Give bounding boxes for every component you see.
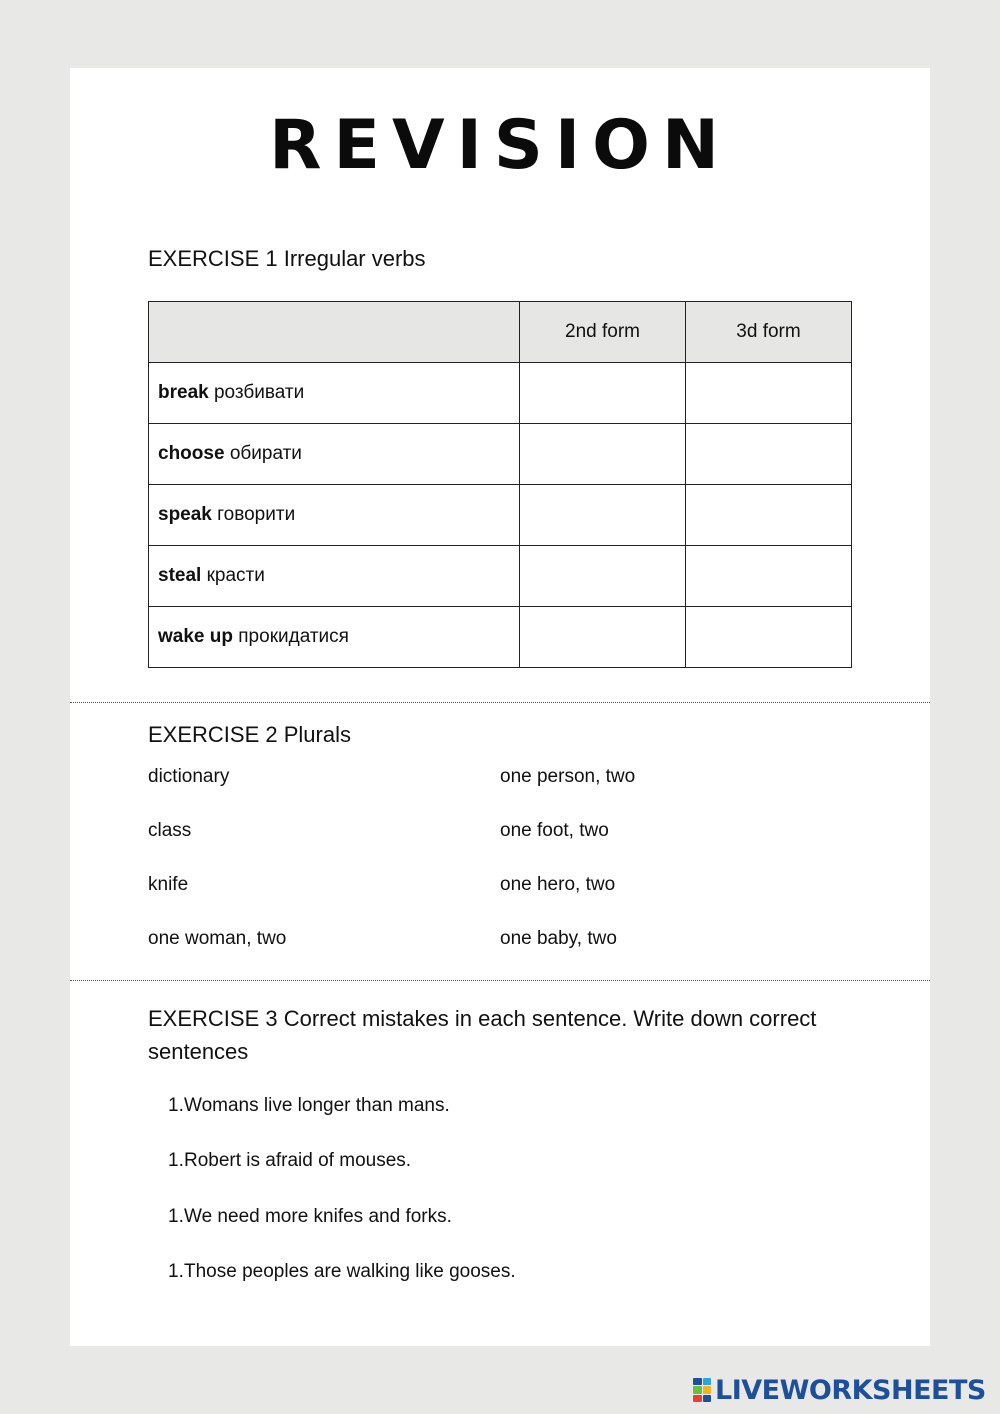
- exercise-1-heading: EXERCISE 1 Irregular verbs: [148, 246, 426, 271]
- verb-ukrainian: обирати: [229, 443, 302, 464]
- answer-cell-3d-form[interactable]: [686, 607, 852, 668]
- answer-cell-3d-form[interactable]: [686, 546, 852, 607]
- verb-cell: [149, 546, 520, 607]
- verb-ukrainian: красти: [206, 565, 265, 586]
- verb-english: speak: [158, 504, 212, 525]
- plural-item: one hero, two: [500, 874, 616, 895]
- plural-item: one woman, two: [148, 928, 287, 949]
- plural-item: one person, two: [500, 766, 636, 787]
- plural-item: one baby, two: [500, 928, 617, 949]
- verb-ukrainian: прокидатися: [238, 626, 349, 647]
- verb-ukrainian: розбивати: [213, 382, 305, 403]
- sentence-number: 1.: [168, 1261, 184, 1282]
- page-title: REVISION: [269, 106, 731, 185]
- liveworksheets-logo[interactable]: [693, 1376, 986, 1404]
- table-header-cell: [149, 302, 520, 363]
- section-divider: [70, 980, 930, 981]
- answer-cell-2nd-form[interactable]: [520, 363, 686, 424]
- table-row: [149, 546, 852, 607]
- sentence-text: Womans live longer than mans.: [184, 1095, 450, 1116]
- table-header-cell: 2nd form: [520, 302, 686, 363]
- sentence-text: Those peoples are walking like gooses.: [184, 1261, 516, 1282]
- answer-cell-2nd-form[interactable]: [520, 546, 686, 607]
- answer-cell-3d-form[interactable]: [686, 424, 852, 485]
- exercise-3-heading: EXERCISE 3 Correct mistakes in each sentence. Write down correct sentences: [148, 1006, 817, 1064]
- table-header-row: [149, 302, 852, 363]
- sentence-number: 1.: [168, 1095, 184, 1116]
- table-row: [149, 485, 852, 546]
- verb-english: wake up: [158, 626, 233, 647]
- irregular-verbs-table: [148, 301, 852, 668]
- verb-ukrainian: говорити: [217, 504, 296, 525]
- plural-item: class: [148, 820, 192, 841]
- table-row: [149, 424, 852, 485]
- verb-cell: [149, 485, 520, 546]
- table-header-cell: 3d form: [686, 302, 852, 363]
- verb-english: break: [158, 382, 209, 403]
- exercise-2-heading: EXERCISE 2 Plurals: [148, 722, 351, 747]
- answer-cell-3d-form[interactable]: [686, 485, 852, 546]
- logo-text: LIVEWORKSHEETS: [715, 1374, 986, 1406]
- answer-cell-2nd-form[interactable]: [520, 607, 686, 668]
- sentence-number: 1.: [168, 1206, 184, 1227]
- plural-item: dictionary: [148, 766, 230, 787]
- plural-item: knife: [148, 874, 189, 895]
- sentence-item: [168, 1260, 516, 1284]
- verb-cell: [149, 424, 520, 485]
- sentence-item: [168, 1205, 452, 1229]
- sentence-item: [168, 1149, 411, 1173]
- sentence-text: Robert is afraid of mouses.: [184, 1150, 412, 1171]
- sentence-number: 1.: [168, 1150, 184, 1171]
- answer-cell-2nd-form[interactable]: [520, 424, 686, 485]
- verb-cell: [149, 607, 520, 668]
- sentence-text: We need more knifes and forks.: [184, 1206, 452, 1227]
- sentence-item: [168, 1094, 450, 1118]
- verb-english: steal: [158, 565, 202, 586]
- answer-cell-2nd-form[interactable]: [520, 485, 686, 546]
- answer-cell-3d-form[interactable]: [686, 363, 852, 424]
- table-row: [149, 607, 852, 668]
- section-divider: [70, 702, 930, 703]
- plural-item: one foot, two: [500, 820, 609, 841]
- verb-cell: [149, 363, 520, 424]
- table-row: [149, 363, 852, 424]
- liveworksheets-logo-icon: [693, 1378, 711, 1402]
- verb-english: choose: [158, 443, 225, 464]
